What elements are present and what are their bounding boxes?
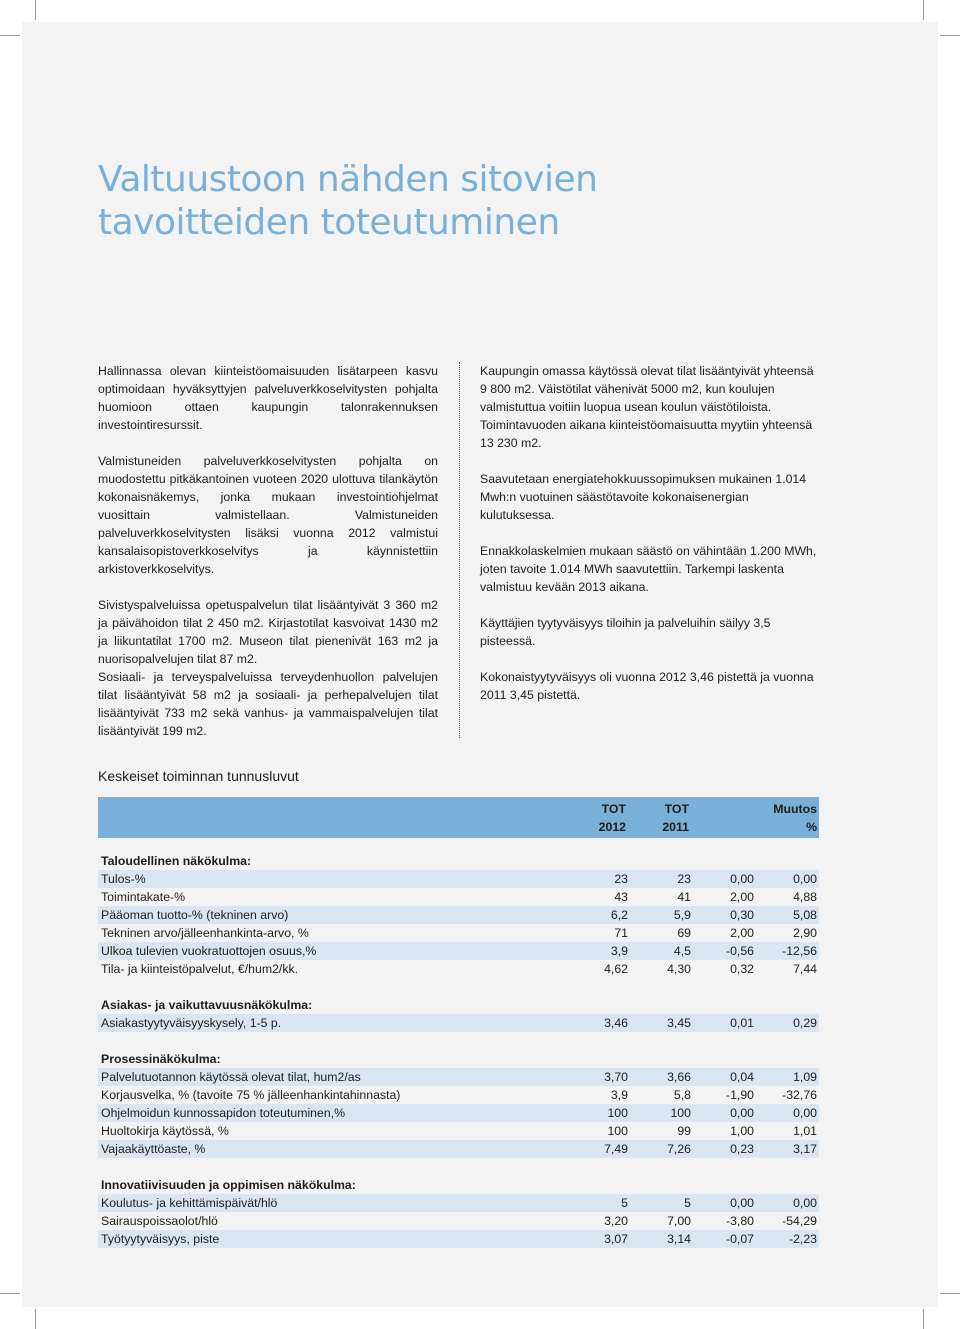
row-label: Toimintakate-% [101, 890, 186, 904]
row-label: Ohjelmoidun kunnossapidon toteutuminen,% [101, 1106, 346, 1120]
row-label: Vajaakäyttöaste, % [101, 1142, 206, 1156]
crop-mark [0, 1293, 20, 1294]
value-2012: 3,07 [604, 1232, 628, 1246]
change: 2,00 [730, 926, 754, 940]
page-title [98, 158, 798, 244]
change-percent: 5,08 [793, 908, 817, 922]
value-2011: 3,14 [667, 1232, 691, 1246]
value-2012: 5 [621, 1196, 628, 1210]
table-row [98, 1104, 819, 1122]
kpi-heading: Keskeiset toiminnan tunnusluvut [98, 768, 299, 784]
change: 0,00 [730, 1196, 754, 1210]
change-percent: 3,17 [793, 1142, 817, 1156]
change: 0,01 [730, 1016, 754, 1030]
header-text: % [806, 820, 817, 834]
value-2011: 4,30 [667, 962, 691, 976]
change: 0,30 [730, 908, 754, 922]
value-2012: 100 [607, 1124, 628, 1138]
section-spacer [98, 838, 819, 852]
value-2011: 5 [684, 1196, 691, 1210]
value-2011: 99 [677, 1124, 691, 1138]
section-spacer [98, 978, 819, 996]
right-text-column [480, 362, 820, 722]
kpi-table-body [98, 838, 819, 1248]
paragraph: Kokonaistyytyväisyys oli vuonna 2012 3,46 pistettä ja vuonna 2011 3,45 pistettä. [480, 670, 814, 702]
row-label: Asiakastyytyväisyyskysely, 1-5 p. [101, 1016, 282, 1030]
change: 0,23 [730, 1142, 754, 1156]
section-title: Prosessinäkökulma: [101, 1052, 221, 1066]
table-row [98, 1014, 819, 1032]
table-row [98, 1194, 819, 1212]
change: 2,00 [730, 890, 754, 904]
change: -1,90 [725, 1088, 754, 1102]
section-title: Innovatiivisuuden ja oppimisen näkökulma: [101, 1178, 356, 1192]
value-2012: 3,70 [604, 1070, 628, 1084]
value-2011: 5,9 [673, 908, 691, 922]
row-label: Työtyytyväisyys, piste [101, 1232, 220, 1246]
value-2012: 71 [614, 926, 628, 940]
page-title-line: tavoitteiden toteutuminen [98, 202, 560, 243]
row-label: Tulos-% [101, 872, 146, 886]
kpi-table-header [98, 797, 819, 838]
table-row [98, 870, 819, 888]
header-text: 2011 [662, 820, 689, 834]
change-percent: 1,01 [793, 1124, 817, 1138]
header-col-2012 [558, 800, 626, 836]
header-text: TOT [664, 802, 689, 816]
header-col-2011 [626, 800, 689, 836]
paragraph: Kaupungin omassa käytössä olevat tilat lisääntyivät yhteensä 9 800 m2. Väistötilat vähenivät 5000 m2, kun koulujen valmistuttua voitiin luopua usean koulun väistötiloista. Toimintavuoden aikana kiinteistöomaisuutta myytiin yhteensä 13 230 m2. [480, 364, 814, 450]
row-label: Koulutus- ja kehittämispäivät/hlö [101, 1196, 278, 1210]
change-percent: 2,90 [793, 926, 817, 940]
change-percent: 4,88 [793, 890, 817, 904]
value-2011: 7,26 [667, 1142, 691, 1156]
change-percent: -32,76 [782, 1088, 817, 1102]
value-2011: 69 [677, 926, 691, 940]
crop-mark [0, 35, 20, 36]
value-2012: 43 [614, 890, 628, 904]
row-label: Pääoman tuotto-% (tekninen arvo) [101, 908, 289, 922]
change: -3,80 [725, 1214, 754, 1228]
table-row [98, 942, 819, 960]
row-label: Palvelutuotannon käytössä olevat tilat, hum2/as [101, 1070, 361, 1084]
change: 0,00 [730, 1106, 754, 1120]
section-title: Asiakas- ja vaikuttavuusnäkökulma: [101, 998, 313, 1012]
table-row [98, 1122, 819, 1140]
section-title: Taloudellinen näkökulma: [101, 854, 252, 868]
row-label: Tekninen arvo/jälleenhankinta-arvo, % [101, 926, 309, 940]
value-2012: 3,46 [604, 1016, 628, 1030]
row-label: Tila- ja kiinteistöpalvelut, €/hum2/kk. [101, 962, 299, 976]
table-row [98, 1140, 819, 1158]
column-divider [459, 362, 460, 738]
header-text: Muutos [773, 802, 817, 816]
table-row [98, 1230, 819, 1248]
crop-mark [923, 0, 924, 20]
table-row [98, 888, 819, 906]
section-spacer [98, 1158, 819, 1176]
change-percent: 0,00 [793, 1196, 817, 1210]
value-2012: 6,2 [610, 908, 628, 922]
change: 1,00 [730, 1124, 754, 1138]
value-2012: 3,20 [604, 1214, 628, 1228]
value-2011: 41 [677, 890, 691, 904]
paragraph: Sivistyspalveluissa opetuspalvelun tilat lisääntyivät 3 360 m2 ja päivähoidon tilat 2 450 m2. Kirjastotilat kasvoivat 1430 m2 ja liikuntatilat 1700 m2. Museon tilat pienenivät 163 m2 ja nuorisopalvelujen tilat 87 m2. [98, 598, 438, 666]
value-2011: 5,8 [673, 1088, 691, 1102]
table-row [98, 1212, 819, 1230]
row-label: Korjausvelka, % (tavoite 75 % jälleenhankintahinnasta) [101, 1088, 401, 1102]
left-text-column [98, 362, 438, 758]
paragraph: Valmistuneiden palveluverkkoselvitysten pohjalta on muodostettu pitkäkantoinen vuoteen 2020 ulottuva tilankäytön kokonaisnäkemys, jonka mukaan investointiohjelmat vuosittain valmistellaan. Valmistuneiden palveluverkkoselvitysten lisäksi vuonna 2012 valmistui kansalaisopistoverkkoselvitys ja käynnistettiin arkistoverkkoselvitys. [98, 454, 438, 576]
change-percent: -2,23 [788, 1232, 817, 1246]
value-2012: 3,9 [610, 944, 628, 958]
value-2012: 100 [607, 1106, 628, 1120]
crop-mark [923, 1309, 924, 1329]
section-spacer [98, 1032, 819, 1050]
change-percent: -54,29 [782, 1214, 817, 1228]
value-2011: 3,45 [667, 1016, 691, 1030]
header-text: TOT [601, 802, 626, 816]
value-2011: 100 [670, 1106, 691, 1120]
value-2012: 7,49 [604, 1142, 628, 1156]
table-row [98, 906, 819, 924]
crop-mark [35, 1309, 36, 1329]
paragraph: Ennakkolaskelmien mukaan säästö on vähintään 1.200 MWh, joten tavoite 1.014 MWh saavutettiin. Tarkempi laskenta valmistuu kevään 2013 aikana. [480, 544, 817, 594]
change-percent: 0,00 [793, 872, 817, 886]
crop-mark [35, 0, 36, 20]
change-percent: -12,56 [782, 944, 817, 958]
change: 0,32 [730, 962, 754, 976]
paragraph: Saavutetaan energiatehokkuussopimuksen mukainen 1.014 Mwh:n vuotuinen säästötavoite kokonaisenergian kulutuksessa. [480, 472, 807, 522]
table-row [98, 1068, 819, 1086]
change-percent: 1,09 [793, 1070, 817, 1084]
value-2012: 4,62 [604, 962, 628, 976]
table-row [98, 960, 819, 978]
paragraph: Käyttäjien tyytyväisyys tiloihin ja palveluihin säilyy 3,5 pisteessä. [480, 616, 771, 648]
row-label: Huoltokirja käytössä, % [101, 1124, 229, 1138]
value-2011: 3,66 [667, 1070, 691, 1084]
change: 0,04 [730, 1070, 754, 1084]
page-title-line: Valtuustoon nähden sitovien [98, 159, 598, 200]
change-percent: 0,29 [793, 1016, 817, 1030]
kpi-table [98, 797, 819, 1248]
change: -0,07 [725, 1232, 754, 1246]
value-2011: 23 [677, 872, 691, 886]
table-row [98, 1086, 819, 1104]
value-2011: 7,00 [667, 1214, 691, 1228]
paragraph: Hallinnassa olevan kiinteistöomaisuuden lisätarpeen kasvu optimoidaan hyväksyttyjen palveluverkkoselvitysten pohjalta huomioon ottaen kaupungin talonrakennuksen investointiresurssit. [98, 364, 438, 432]
crop-mark [940, 1293, 960, 1294]
value-2012: 3,9 [610, 1088, 628, 1102]
row-label: Sairauspoissaolot/hlö [101, 1214, 218, 1228]
change-percent: 0,00 [793, 1106, 817, 1120]
header-text: 2012 [598, 820, 626, 834]
value-2011: 4,5 [673, 944, 691, 958]
value-2012: 23 [614, 872, 628, 886]
change-percent: 7,44 [793, 962, 817, 976]
table-row [98, 924, 819, 942]
crop-mark [940, 35, 960, 36]
header-col-change [752, 800, 817, 836]
change: 0,00 [730, 872, 754, 886]
paragraph: Sosiaali- ja terveyspalveluissa terveydenhuollon palvelujen tilat lisääntyivät 58 m2 ja sosiaali- ja perhepalvelujen tilat lisääntyivät 733 m2 sekä vanhus- ja vammaispalvelujen tilat lisääntyivät 199 m2. [98, 670, 438, 738]
row-label: Ulkoa tulevien vuokratuottojen osuus,% [101, 944, 317, 958]
change: -0,56 [725, 944, 754, 958]
